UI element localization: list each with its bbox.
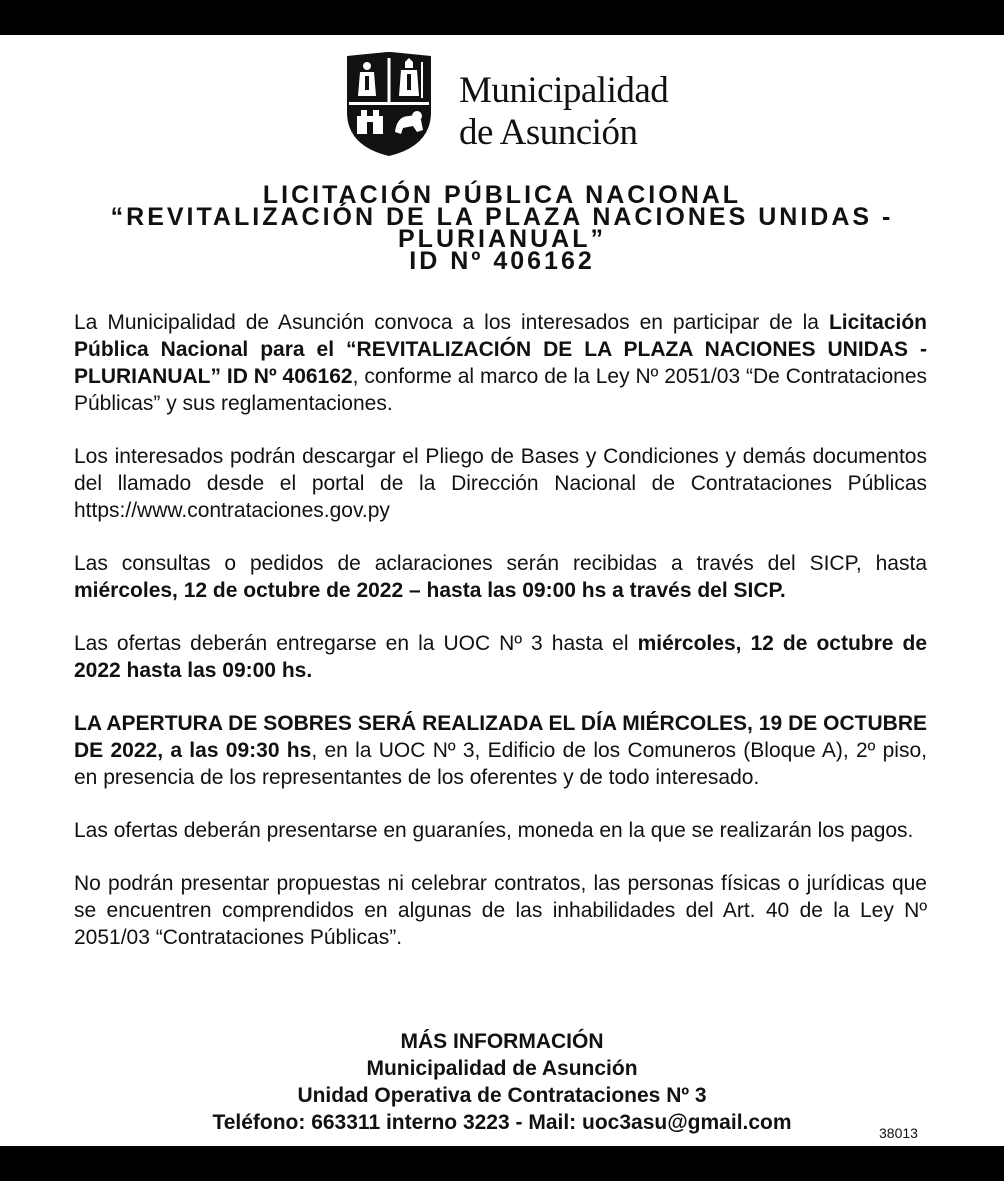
reference-number: 38013 xyxy=(879,1125,918,1141)
p1-outro: , conforme al marco de la Ley Nº 2051/03 “De Contrataciones Públicas” y sus reglamentaciones. xyxy=(74,365,927,415)
p3-intro: Las consultas o pedidos de aclaraciones serán recibidas a través del SICP, hasta xyxy=(74,552,927,575)
p4-intro: Las ofertas deberán entregarse en la UOC Nº 3 hasta el xyxy=(74,632,638,655)
paragraph-restrictions: No podrán presentar propuestas ni celebrar contratos, las personas físicas o jurídicas que se encuentren comprendidos en algunas de las inhabilidades del Art. 40 de la Ley Nº 2051/03 “Contrataciones Públicas”. xyxy=(74,872,927,949)
org-name-line2: de Asunción xyxy=(459,112,638,153)
p5-outro: , en la UOC Nº 3, Edificio de los Comuneros (Bloque A), 2º piso, en presencia de los representantes de los oferentes y de todo interesado. xyxy=(74,739,927,789)
bottom-black-band xyxy=(0,1146,1004,1181)
organization-name xyxy=(459,70,668,154)
paragraph-call xyxy=(74,309,927,417)
paragraph-download: Los interesados podrán descargar el Pliego de Bases y Condiciones y demás documentos del llamado desde el portal de la Dirección Nacional de Contrataciones Públicas https://www.contrataciones.gov.py xyxy=(74,445,927,522)
document-title xyxy=(60,181,944,275)
paragraph-opening xyxy=(74,710,927,791)
contact-footer xyxy=(100,1028,904,1136)
paragraph-offers-deadline xyxy=(74,630,927,684)
municipality-logo xyxy=(343,50,673,162)
org-name-line1: Municipalidad xyxy=(459,70,669,111)
footer-contact: Teléfono: 663311 interno 3223 - Mail: uoc3asu@gmail.com xyxy=(212,1111,792,1134)
title-line3: PLURIANUAL” xyxy=(398,225,606,253)
paragraph-inquiries xyxy=(74,550,927,604)
title-line4: ID Nº 406162 xyxy=(409,247,595,275)
paragraph-currency: Las ofertas deberán presentarse en guaraníes, moneda en la que se realizarán los pagos. xyxy=(74,819,914,842)
footer-unit: Unidad Operativa de Contrataciones Nº 3 xyxy=(297,1084,707,1107)
footer-org: Municipalidad de Asunción xyxy=(366,1057,638,1080)
p1-bold: Licitación Pública Nacional para el “REVITALIZACIÓN DE LA PLAZA NACIONES UNIDAS - PLURIANUAL” ID Nº 406162 xyxy=(74,311,927,388)
p4-bold: miércoles, 12 de octubre de 2022 hasta las 09:00 hs. xyxy=(74,632,927,682)
title-line1: LICITACIÓN PÚBLICA NACIONAL xyxy=(262,181,742,209)
notice-body xyxy=(74,309,927,977)
coat-of-arms-icon xyxy=(343,50,435,158)
top-black-band xyxy=(0,0,1004,35)
footer-heading: MÁS INFORMACIÓN xyxy=(400,1030,604,1053)
p5-bold: LA APERTURA DE SOBRES SERÁ REALIZADA EL DÍA MIÉRCOLES, 19 DE OCTUBRE DE 2022, a las 09:30 hs xyxy=(74,712,927,762)
p3-bold: miércoles, 12 de octubre de 2022 – hasta las 09:00 hs a través del SICP. xyxy=(74,579,786,602)
p1-intro: La Municipalidad de Asunción convoca a los interesados en participar de la xyxy=(74,311,829,334)
title-line2: “REVITALIZACIÓN DE LA PLAZA NACIONES UNIDAS - xyxy=(110,203,894,231)
